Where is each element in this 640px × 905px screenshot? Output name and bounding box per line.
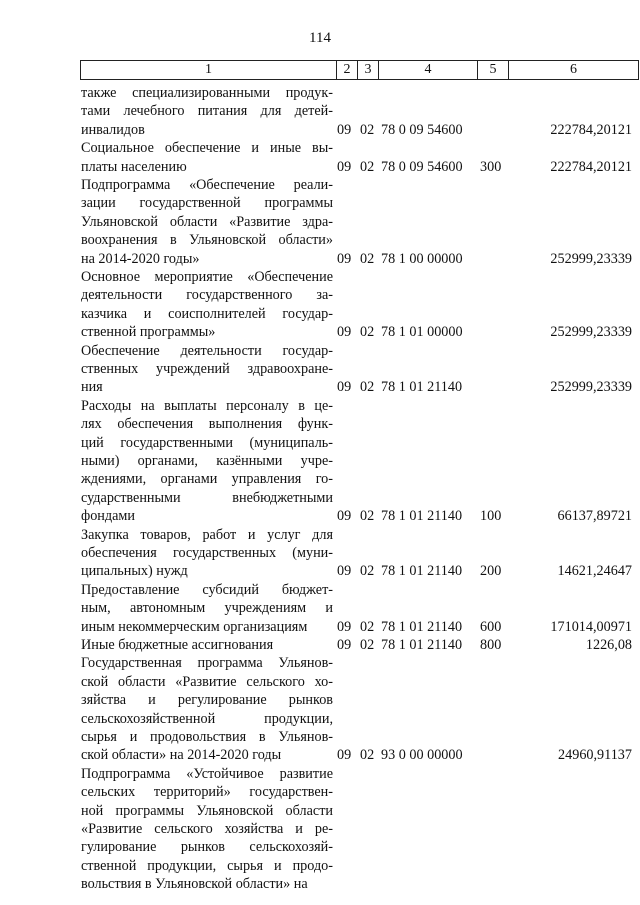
amount: 66137,89721: [557, 508, 632, 525]
row-name-line: ждениями, органами управления го-: [81, 471, 333, 488]
row-name-line: деятельности государственного за-: [81, 287, 333, 304]
row-name-line: зяйства и регулирование рынков: [81, 692, 333, 709]
section-code: 09: [337, 563, 352, 580]
target-article-code: 78 1 01 21140: [381, 618, 463, 635]
amount: 1226,08: [585, 637, 632, 653]
row-name: [81, 654, 333, 764]
row-name-line: Подпрограмма «Обеспечение реали-: [81, 177, 333, 193]
subsection-code: 02: [360, 121, 375, 138]
row-name-line: гулирование рынков сельскохозяй-: [81, 839, 333, 856]
table-header: [80, 60, 639, 80]
amount: 252999,23339: [550, 250, 632, 267]
row-name-line: сельских территорий» государствен-: [81, 784, 333, 801]
row-name-line: обеспечения государственных (муни-: [81, 545, 333, 561]
row-name-line: Государственная программа Ульянов-: [81, 655, 333, 672]
row-name-line: платы населению: [81, 158, 187, 175]
row-name-line: Закупка товаров, работ и услуг для: [81, 526, 333, 543]
row-name-line: фондами: [81, 508, 135, 525]
target-article-code: 93 0 00 00000: [381, 747, 463, 764]
row-name: [81, 526, 333, 581]
section-code: 09: [337, 324, 352, 341]
row-name-line: «Развитие сельского хозяйства и ре-: [81, 821, 333, 838]
expense-type-code: 800: [480, 637, 502, 653]
row-name-line: ственной программы»: [81, 324, 216, 341]
amount: 14621,24647: [557, 563, 632, 580]
row-name-line: ным, автономным учреждениям и: [81, 600, 333, 617]
row-name-line: казчика и соисполнителей государ-: [81, 305, 333, 322]
target-article-code: 78 1 01 21140: [381, 563, 463, 580]
header-col-1: 1: [81, 61, 337, 79]
header-col-2: 2: [337, 61, 358, 79]
row-name-line: ния: [81, 379, 103, 396]
row-name-line: ственной продукции, сырья и продо-: [81, 857, 333, 874]
row-name-line: ными) органами, казёнными учре-: [81, 453, 333, 470]
row-name-line: на 2014-2020 годы»: [81, 250, 200, 267]
row-name-line: сырья и продовольствия в Ульянов-: [81, 729, 333, 746]
row-name-line: ственных учреждений здравоохране-: [81, 361, 333, 377]
amount: 252999,23339: [550, 379, 632, 396]
row-name-line: Обеспечение деятельности государ-: [81, 342, 333, 359]
target-article-code: 78 1 00 00000: [381, 250, 463, 267]
row-name-line: вольствия в Ульяновской области» на: [81, 876, 308, 893]
amount: 222784,20121: [550, 158, 632, 175]
target-article-code: 78 1 01 00000: [381, 324, 463, 341]
row-name-line: сударственными внебюджетными: [81, 489, 333, 506]
amount: 222784,20121: [550, 121, 632, 138]
target-article-code: 78 1 01 21140: [381, 508, 463, 525]
row-name-line: тами лечебного питания для детей-: [81, 103, 333, 120]
row-name: [81, 84, 333, 139]
row-name-line: ципальных) нужд: [81, 563, 188, 580]
expense-type-code: 100: [480, 508, 502, 525]
row-name: [81, 581, 333, 636]
subsection-code: 02: [360, 563, 375, 580]
target-article-code: 78 0 09 54600: [381, 121, 463, 138]
section-code: 09: [337, 637, 352, 653]
expense-type-code: 600: [480, 618, 502, 635]
subsection-code: 02: [360, 158, 375, 175]
section-code: 09: [337, 379, 352, 396]
row-name-line: воохранения в Ульяновской области»: [81, 232, 333, 249]
header-col-4: 4: [379, 61, 478, 79]
subsection-code: 02: [360, 324, 375, 341]
target-article-code: 78 0 09 54600: [381, 158, 463, 175]
row-name-line: ской области «Развитие сельского хо-: [81, 673, 333, 690]
row-name-line: инвалидов: [81, 121, 145, 138]
row-name-line: ций государственными (муниципаль-: [81, 434, 333, 451]
section-code: 09: [337, 508, 352, 525]
section-code: 09: [337, 747, 352, 764]
row-name-line: лях обеспечения выполнения функ-: [81, 416, 333, 433]
row-name-line: сельскохозяйственной продукции,: [81, 710, 333, 727]
subsection-code: 02: [360, 637, 375, 653]
subsection-code: 02: [360, 508, 375, 525]
subsection-code: 02: [360, 618, 375, 635]
expense-type-code: 300: [480, 158, 502, 175]
row-name-line: ной программы Ульяновской области: [81, 802, 333, 819]
section-code: 09: [337, 121, 352, 138]
row-name: [81, 636, 333, 654]
row-name: [81, 342, 333, 397]
amount: 252999,23339: [550, 324, 632, 341]
row-name-line: также специализированными продук-: [81, 85, 333, 101]
header-col-6: 6: [570, 62, 577, 77]
subsection-code: 02: [360, 250, 375, 267]
row-name-line: ской области» на 2014-2020 годы: [81, 747, 282, 764]
row-name-line: Предоставление субсидий бюджет-: [81, 581, 333, 598]
target-article-code: 78 1 01 21140: [381, 637, 463, 653]
subsection-code: 02: [360, 747, 375, 764]
row-name-line: зации государственной программы: [81, 195, 333, 212]
row-name: [81, 765, 333, 894]
header-col-5: 5: [478, 61, 509, 79]
section-code: 09: [337, 618, 352, 635]
amount: 171014,00971: [550, 618, 632, 635]
row-name: [81, 397, 333, 526]
header-col-3: 3: [358, 61, 379, 79]
row-name-line: Подпрограмма «Устойчивое развитие: [81, 765, 333, 782]
row-name-line: Социальное обеспечение и иные вы-: [81, 140, 333, 157]
row-name-line: иным некоммерческим организациям: [81, 618, 308, 635]
row-name: [81, 268, 333, 342]
row-name: [81, 139, 333, 176]
subsection-code: 02: [360, 379, 375, 396]
row-name-line: Иные бюджетные ассигнования: [81, 637, 274, 653]
row-name-line: Основное мероприятие «Обеспечение: [81, 269, 333, 285]
amount: 24960,91137: [558, 747, 632, 764]
row-name: [81, 176, 333, 268]
section-code: 09: [337, 158, 352, 175]
row-name-line: Расходы на выплаты персоналу в це-: [81, 397, 333, 414]
target-article-code: 78 1 01 21140: [381, 379, 463, 396]
row-name-line: Ульяновской области «Развитие здра-: [81, 213, 333, 230]
page-number: 114: [309, 30, 331, 46]
section-code: 09: [337, 250, 352, 267]
expense-type-code: 200: [480, 563, 502, 580]
